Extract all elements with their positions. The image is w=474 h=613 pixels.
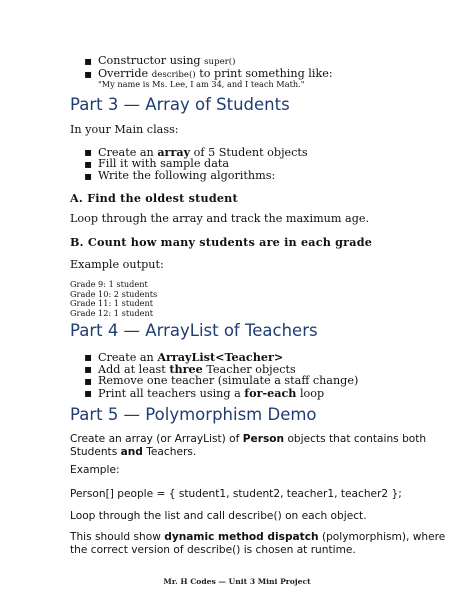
output-line: Grade 12: 1 student bbox=[70, 307, 154, 318]
bullet: ▪ bbox=[84, 157, 93, 171]
subheading-a-text: Loop through the array and track the maximum age. bbox=[70, 212, 370, 225]
example-label: Example: bbox=[70, 464, 120, 476]
output-line: Grade 9: 1 student bbox=[70, 279, 148, 289]
part3-intro: In your Main class: bbox=[70, 123, 179, 136]
list-item: Remove one teacher (simulate a staff change) bbox=[98, 374, 359, 387]
dispatch-text: This should show dynamic method dispatch (polymorphism), where bbox=[70, 531, 446, 543]
part5-paragraph: Create an array (or ArrayList) of Person objects that contains both bbox=[70, 433, 427, 445]
output-line: Grade 10: 2 students bbox=[70, 288, 158, 299]
list-item: Create an array of 5 Student objects bbox=[98, 145, 308, 159]
dispatch-text: the correct version of describe() is chosen at runtime. bbox=[70, 544, 356, 556]
subheading-a: A. Find the oldest student bbox=[70, 191, 238, 205]
bullet: ▪ bbox=[84, 67, 93, 81]
example-label: Example output: bbox=[70, 258, 164, 271]
list-item: Constructor using super() bbox=[98, 54, 236, 67]
list-item: Override describe() to print something like: bbox=[98, 67, 333, 80]
list-item: Create an ArrayList<Teacher> bbox=[98, 350, 284, 364]
bullet: ▪ bbox=[84, 350, 93, 364]
list-item: Print all teachers using a for-each loop bbox=[98, 386, 325, 400]
list-item: Fill it with sample data bbox=[98, 157, 230, 170]
bullet: ▪ bbox=[84, 386, 93, 400]
loop-text: Loop through the list and call describe() on each object. bbox=[70, 510, 367, 522]
subheading-b: B. Count how many students are in each grade bbox=[70, 235, 373, 249]
output-line: Grade 11: 1 student bbox=[70, 298, 154, 308]
page-footer: Mr. H Codes — Unit 3 Mini Project bbox=[163, 577, 311, 586]
part3-heading: Part 3 — Array of Students bbox=[70, 95, 290, 114]
bullet: ▪ bbox=[84, 145, 93, 159]
part5-paragraph: Students and Teachers. bbox=[70, 446, 197, 458]
quote-text: "My name is Ms. Lee, I am 34, and I teach Math." bbox=[98, 79, 305, 89]
list-item: Add at least three Teacher objects bbox=[98, 362, 296, 376]
part4-heading: Part 4 — ArrayList of Teachers bbox=[70, 321, 318, 340]
bullet: ▪ bbox=[84, 169, 93, 183]
bullet: ▪ bbox=[84, 362, 93, 376]
code-line: Person[] people = { student1, student2, teacher1, teacher2 }; bbox=[70, 488, 402, 500]
list-item: Write the following algorithms: bbox=[98, 169, 276, 182]
part5-heading: Part 5 — Polymorphism Demo bbox=[70, 405, 317, 424]
bullet: ▪ bbox=[84, 54, 93, 68]
bullet: ▪ bbox=[84, 374, 93, 388]
